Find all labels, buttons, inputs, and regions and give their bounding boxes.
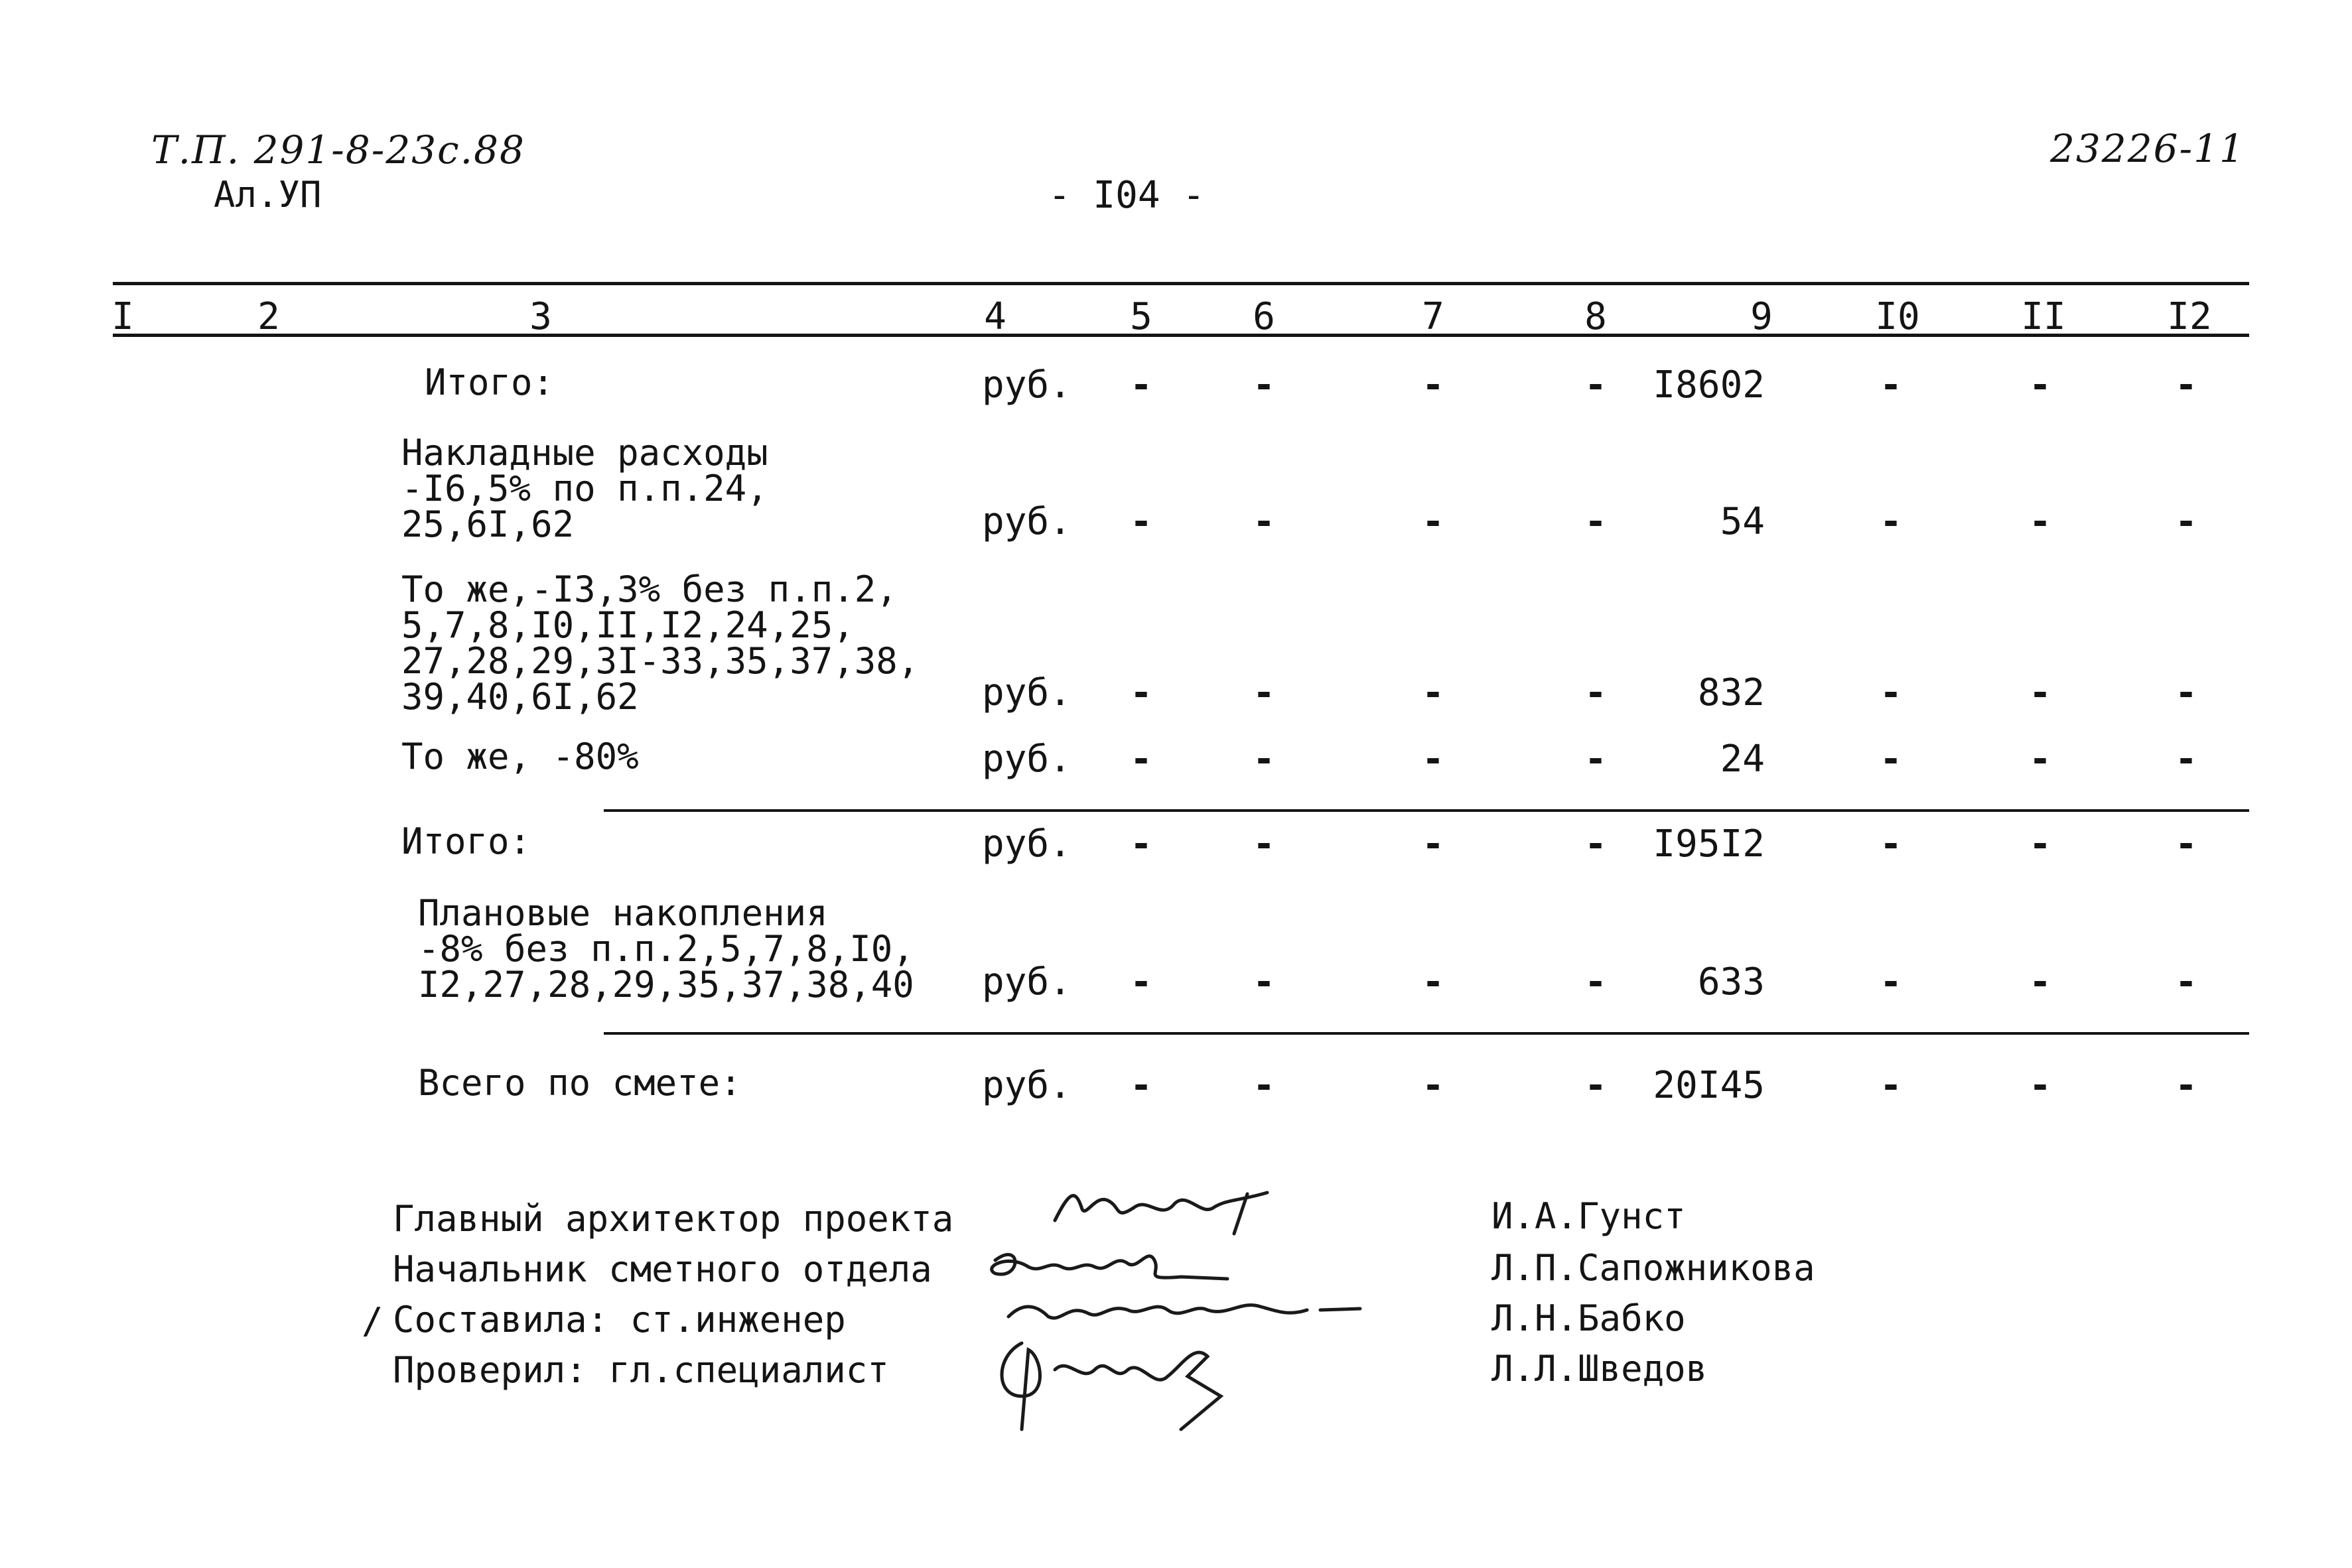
description-line: Итого:: [425, 361, 555, 403]
col11-value: -: [2029, 500, 2051, 543]
description-line: 25,6I,62: [401, 503, 575, 545]
column-number-8: 8: [1584, 295, 1607, 338]
row-unit: руб.: [982, 960, 1072, 1004]
col12-value: -: [2175, 960, 2197, 1004]
subtotal-rule: [604, 809, 2249, 812]
col5-value: -: [1130, 1064, 1152, 1107]
col6-value: -: [1253, 363, 1275, 407]
col8-value: -: [1584, 1064, 1607, 1107]
col5-value: -: [1130, 960, 1152, 1004]
col9-amount: 633: [1697, 960, 1765, 1004]
signature-name-gunst: И.А.Гунст: [1491, 1195, 1686, 1237]
description-line: Всего по смете:: [418, 1062, 742, 1104]
row-description: [401, 568, 920, 718]
signature-name-shvedov: Л.Л.Шведов: [1491, 1348, 1708, 1390]
row-unit: руб.: [982, 500, 1072, 543]
row-description: [401, 736, 639, 777]
col11-value: -: [2029, 671, 2051, 714]
col5-value: -: [1130, 500, 1152, 543]
col6-value: -: [1253, 822, 1275, 866]
col7-value: -: [1422, 738, 1444, 781]
row-unit: руб.: [982, 738, 1072, 781]
description-line: 5,7,8,I0,II,I2,24,25,: [401, 604, 855, 646]
col11-value: -: [2029, 1064, 2051, 1107]
col6-value: -: [1253, 1064, 1275, 1107]
col7-value: -: [1422, 363, 1444, 407]
signature-role-checked-by: Проверил: гл.специалист: [393, 1349, 889, 1391]
col12-value: -: [2175, 363, 2197, 407]
col6-value: -: [1253, 738, 1275, 781]
col10-value: -: [1880, 500, 1902, 543]
col9-amount: I95I2: [1653, 822, 1765, 866]
col5-value: -: [1130, 671, 1152, 714]
description-line: То же,-I3,3% без п.п.2,: [401, 568, 898, 610]
table-top-rule: [113, 282, 2249, 285]
margin-mark: /: [362, 1300, 383, 1342]
description-line: I2,27,28,29,35,37,38,40: [418, 964, 914, 1006]
handwritten-signature-2: [982, 1240, 1234, 1293]
col8-value: -: [1584, 671, 1607, 714]
col10-value: -: [1880, 671, 1902, 714]
col8-value: -: [1584, 363, 1607, 407]
col6-value: -: [1253, 500, 1275, 543]
handwritten-signature-1: [1048, 1181, 1274, 1240]
col7-value: -: [1422, 500, 1444, 543]
col10-value: -: [1880, 1064, 1902, 1107]
document-code: Т.П. 291-8-23с.88: [151, 127, 525, 172]
description-line: Итого:: [401, 820, 531, 862]
row-description: [418, 892, 914, 1006]
description-line: Накладные расходы: [401, 432, 768, 474]
row-description: [425, 361, 555, 403]
column-number-6: 6: [1253, 295, 1275, 338]
col8-value: -: [1584, 738, 1607, 781]
row-unit: руб.: [982, 671, 1072, 714]
column-number-1: I: [111, 295, 134, 338]
col9-amount: 20I45: [1653, 1064, 1765, 1107]
column-number-11: II: [2021, 295, 2066, 338]
column-number-7: 7: [1422, 295, 1444, 338]
inventory-number: 23226-11: [2050, 126, 2245, 171]
col9-amount: 54: [1720, 500, 1765, 543]
col11-value: -: [2029, 363, 2051, 407]
description-line: 39,40,6I,62: [401, 676, 639, 718]
col12-value: -: [2175, 500, 2197, 543]
row-description: [401, 820, 531, 862]
signature-role-compiled-by: Составила: ст.инженер: [393, 1299, 846, 1340]
col6-value: -: [1253, 960, 1275, 1004]
table-header-rule: [113, 334, 2249, 337]
signature-name-sapozhnikova: Л.П.Сапожникова: [1491, 1247, 1815, 1289]
col8-value: -: [1584, 822, 1607, 866]
col12-value: -: [2175, 738, 2197, 781]
column-number-9: 9: [1750, 295, 1773, 338]
col7-value: -: [1422, 671, 1444, 714]
signature-name-babko: Л.Н.Бабко: [1491, 1297, 1686, 1339]
row-unit: руб.: [982, 363, 1072, 407]
column-number-2: 2: [257, 295, 280, 338]
column-number-5: 5: [1130, 295, 1152, 338]
col10-value: -: [1880, 960, 1902, 1004]
col12-value: -: [2175, 671, 2197, 714]
signature-role-estimate-head: Начальник сметного отдела: [393, 1248, 932, 1290]
col7-value: -: [1422, 1064, 1444, 1107]
description-line: -8% без п.п.2,5,7,8,I0,: [418, 928, 914, 970]
col10-value: -: [1880, 363, 1902, 407]
signature-role-chief-architect: Главный архитектор проекта: [393, 1198, 954, 1240]
col5-value: -: [1130, 738, 1152, 781]
row-unit: руб.: [982, 1064, 1072, 1107]
col12-value: -: [2175, 1064, 2197, 1107]
col9-amount: I8602: [1653, 363, 1765, 407]
col5-value: -: [1130, 822, 1152, 866]
row-unit: руб.: [982, 822, 1072, 866]
col8-value: -: [1584, 500, 1607, 543]
description-line: -I6,5% по п.п.24,: [401, 468, 768, 509]
col7-value: -: [1422, 960, 1444, 1004]
column-number-12: I2: [2167, 295, 2212, 338]
total-rule: [604, 1032, 2249, 1035]
col9-amount: 832: [1697, 671, 1765, 714]
row-description: [418, 1062, 742, 1104]
description-line: То же, -80%: [401, 736, 639, 777]
col12-value: -: [2175, 822, 2197, 866]
column-number-10: I0: [1875, 295, 1920, 338]
sheet-label: Ал.УП: [214, 174, 322, 216]
col11-value: -: [2029, 960, 2051, 1004]
col10-value: -: [1880, 822, 1902, 866]
col8-value: -: [1584, 960, 1607, 1004]
col6-value: -: [1253, 671, 1275, 714]
col9-amount: 24: [1720, 738, 1765, 781]
description-line: Плановые накопления: [418, 892, 828, 934]
col11-value: -: [2029, 822, 2051, 866]
column-number-4: 4: [984, 295, 1006, 338]
page-number: - I04 -: [1048, 174, 1206, 217]
column-number-3: 3: [529, 295, 552, 338]
col11-value: -: [2029, 738, 2051, 781]
col10-value: -: [1880, 738, 1902, 781]
col7-value: -: [1422, 822, 1444, 866]
description-line: 27,28,29,3I-33,35,37,38,: [401, 640, 920, 682]
handwritten-signature-4: [982, 1330, 1261, 1436]
col5-value: -: [1130, 363, 1152, 407]
row-description: [401, 432, 768, 545]
